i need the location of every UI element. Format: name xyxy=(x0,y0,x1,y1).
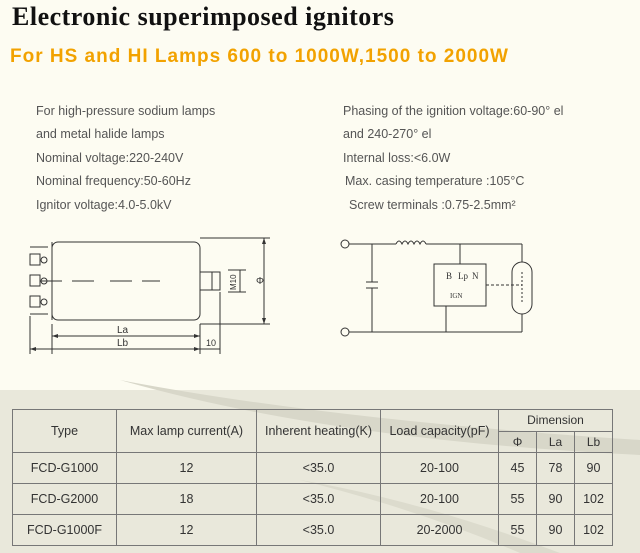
header-dimension: Dimension xyxy=(499,410,613,432)
dim-label-m10: M10 xyxy=(229,274,238,290)
cell-current: 12 xyxy=(117,515,257,546)
cell-type: FCD-G2000 xyxy=(13,484,117,515)
wiring-diagram xyxy=(341,240,532,336)
circuit-label-lp: Lp xyxy=(458,271,468,281)
table-row xyxy=(13,453,613,484)
specs-right-list xyxy=(343,100,563,217)
table-row xyxy=(13,515,613,546)
header-max-lamp-current: Max lamp current(A) xyxy=(117,410,257,453)
cell-phi: 55 xyxy=(499,484,537,515)
spec-item: Nominal frequency:50-60Hz xyxy=(36,174,191,189)
cell-la: 78 xyxy=(537,453,575,484)
technical-drawings xyxy=(0,232,640,362)
cell-lb: 102 xyxy=(575,484,613,515)
cell-load: 20-100 xyxy=(381,484,499,515)
spec-item: Ignitor voltage:4.0-5.0kV xyxy=(36,197,172,212)
table-row xyxy=(13,484,613,515)
cell-phi: 45 xyxy=(499,453,537,484)
spec-item: Internal loss:<6.0W xyxy=(343,150,451,165)
cell-load: 20-100 xyxy=(381,453,499,484)
circuit-label-b: B xyxy=(446,271,453,281)
circuit-label-ign: IGN xyxy=(450,292,463,300)
cell-phi: 55 xyxy=(499,515,537,546)
spec-item: Max. casing temperature :105°C xyxy=(345,174,525,189)
cell-heating: <35.0 xyxy=(257,484,381,515)
product-table xyxy=(12,409,613,546)
dim-label-la: La xyxy=(117,325,129,336)
cell-heating: <35.0 xyxy=(257,453,381,484)
header-inherent-heating: Inherent heating(K) xyxy=(257,410,381,453)
cell-current: 12 xyxy=(117,453,257,484)
page-subtitle: For HS and HI Lamps 600 to 1000W,1500 to 2000W xyxy=(10,46,509,67)
cell-current: 18 xyxy=(117,484,257,515)
housing-drawing xyxy=(30,238,270,354)
header-la: La xyxy=(537,431,575,453)
cell-lb: 90 xyxy=(575,453,613,484)
cell-la: 90 xyxy=(537,484,575,515)
spec-item: Phasing of the ignition voltage:60-90° el xyxy=(343,104,564,118)
dim-label-10: 10 xyxy=(206,338,217,348)
spec-item: and metal halide lamps xyxy=(36,127,165,142)
cell-lb: 102 xyxy=(575,515,613,546)
spec-item: For high-pressure sodium lamps xyxy=(36,104,216,118)
specs-left-list xyxy=(36,100,215,217)
cell-type: FCD-G1000 xyxy=(13,453,117,484)
circuit-label-n: N xyxy=(472,271,479,281)
header-phi: Φ xyxy=(499,431,537,453)
page-title: Electronic superimposed ignitors xyxy=(12,2,395,31)
cell-load: 20-2000 xyxy=(381,515,499,546)
cell-heating: <35.0 xyxy=(257,515,381,546)
dim-label-phi: Φ xyxy=(256,276,264,287)
spec-item: Screw terminals :0.75-2.5mm² xyxy=(349,197,516,212)
header-load-capacity: Load capacity(pF) xyxy=(381,410,499,453)
cell-type: FCD-G1000F xyxy=(13,515,117,546)
dimension-arrows xyxy=(30,238,266,351)
cell-la: 90 xyxy=(537,515,575,546)
header-lb: Lb xyxy=(575,431,613,453)
header-type: Type xyxy=(13,410,117,453)
dim-label-lb: Lb xyxy=(117,338,129,349)
spec-item: and 240-270° el xyxy=(343,127,432,142)
spec-item: Nominal voltage:220-240V xyxy=(36,150,184,165)
